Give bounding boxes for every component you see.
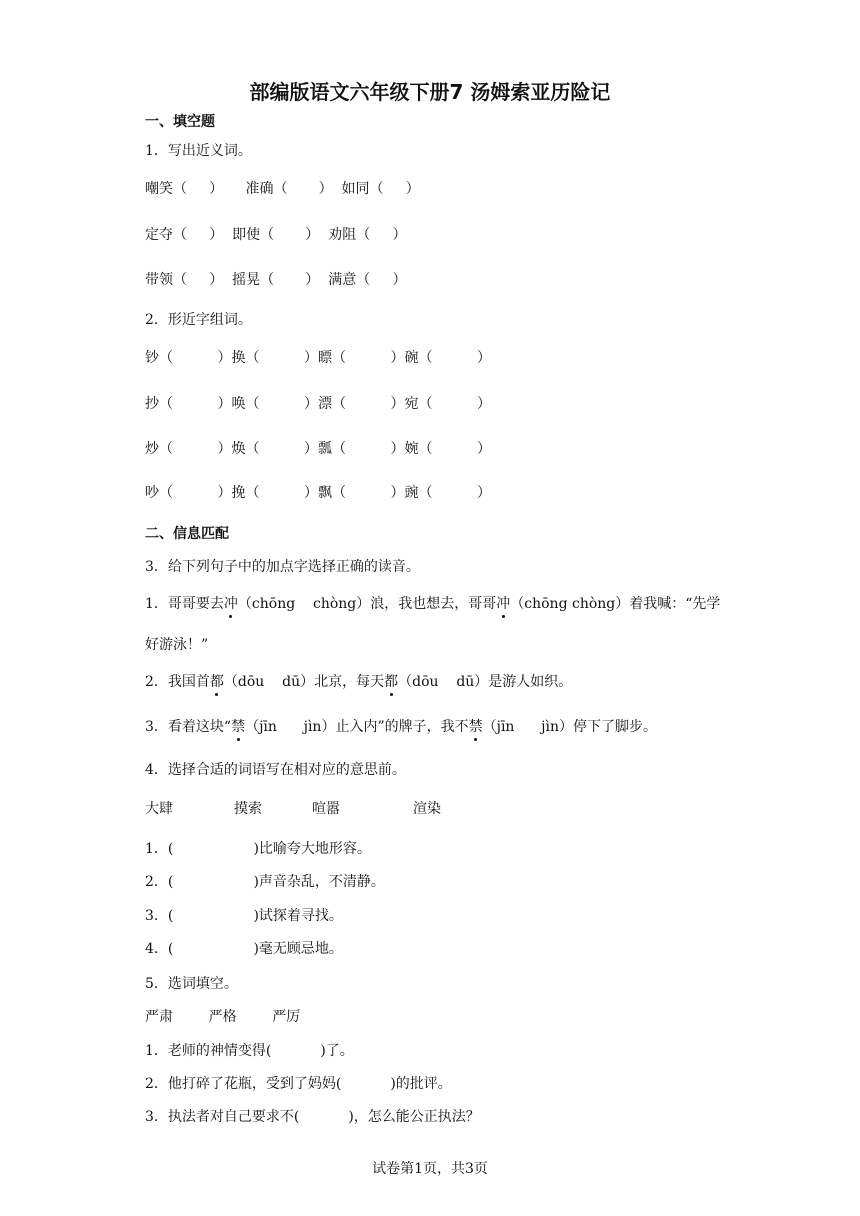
- sentence-text: （jīn jìn）止入内”的牌子，我不: [245, 719, 469, 735]
- question-4-stem: 4．选择合适的词语写在相对应的意思前。: [145, 762, 406, 778]
- question-2-row-3: 炒（ ）焕（ ）瓢（ ）婉（ ）: [145, 441, 492, 457]
- question-1-stem: 1．写出近义词。: [145, 143, 252, 159]
- question-2-stem: 2．形近字组词。: [145, 312, 252, 328]
- sentence-text: （jīn jìn）停下了脚步。: [482, 719, 657, 735]
- question-2-row-2: 抄（ ）唤（ ）漂（ ）宛（ ）: [145, 396, 492, 412]
- dotted-character: 冲: [496, 596, 511, 612]
- dotted-character: 禁: [231, 719, 246, 735]
- dotted-character: 冲: [223, 596, 238, 612]
- question-3-sentence-3: [145, 718, 657, 736]
- question-3-sentence-1-continued: 好游泳！”: [145, 637, 209, 653]
- word-bank-item: 渲染: [413, 801, 441, 817]
- section-heading-fill-blank: 一、填空题: [145, 114, 215, 130]
- sentence-text: 3．看着这块“: [145, 719, 232, 735]
- question-3-sentence-1: [145, 595, 720, 613]
- question-5-item-2: 2．他打碎了花瓶，受到了妈妈( )的批评。: [145, 1076, 452, 1092]
- dotted-character: 都: [209, 674, 224, 690]
- question-4-item-3: 3．( )试探着寻找。: [145, 908, 343, 924]
- question-3-sentence-2: [145, 673, 572, 691]
- word-bank-item: 喧嚣: [312, 801, 340, 817]
- page-footer: 试卷第1页，共3页: [372, 1161, 488, 1177]
- question-1-row-1: 嘲笑（ ） 准确（ ） 如同（ ）: [145, 181, 420, 197]
- question-4-item-4: 4．( )毫无顾忌地。: [145, 941, 343, 957]
- sentence-text: 2．我国首: [145, 674, 210, 690]
- question-5-stem: 5．选词填空。: [145, 976, 238, 992]
- question-4-item-2: 2．( )声音杂乱，不清静。: [145, 874, 385, 890]
- question-4-item-1: 1．( )比喻夸大地形容。: [145, 841, 371, 857]
- question-5-item-3: 3．执法者对自己要求不( )，怎么能公正执法？: [145, 1109, 480, 1125]
- question-2-row-4: 吵（ ）挽（ ）飘（ ）豌（ ）: [145, 485, 492, 501]
- section-heading-info-match: 二、信息匹配: [145, 526, 229, 542]
- question-2-row-1: 钞（ ）换（ ）瞟（ ）碗（ ）: [145, 350, 492, 366]
- sentence-text: 1．哥哥要去: [145, 596, 224, 612]
- question-5-word-bank: 严肃 严格 严厉: [145, 1009, 301, 1025]
- document-title: 部编版语文六年级下册7 汤姆索亚历险记: [249, 80, 611, 104]
- sentence-text: （chōng chòng）着我喊：“先学: [510, 596, 721, 612]
- word-bank-item: 摸索: [234, 801, 262, 817]
- dotted-character: 都: [384, 674, 399, 690]
- question-3-stem: 3．给下列句子中的加点字选择正确的读音。: [145, 559, 420, 575]
- question-1-row-3: 带领（ ） 摇晃（ ） 满意（ ）: [145, 272, 407, 288]
- question-1-row-2: 定夺（ ） 即使（ ） 劝阻（ ）: [145, 227, 407, 243]
- question-5-item-1: 1．老师的神情变得( )了。: [145, 1043, 354, 1059]
- sentence-text: （chōng chòng）浪，我也想去，哥哥: [237, 596, 497, 612]
- dotted-character: 禁: [468, 719, 483, 735]
- sentence-text: （dōu dū）北京，每天: [223, 674, 385, 690]
- word-bank-item: 大肆: [145, 801, 173, 817]
- sentence-text: （dōu dū）是游人如织。: [398, 674, 573, 690]
